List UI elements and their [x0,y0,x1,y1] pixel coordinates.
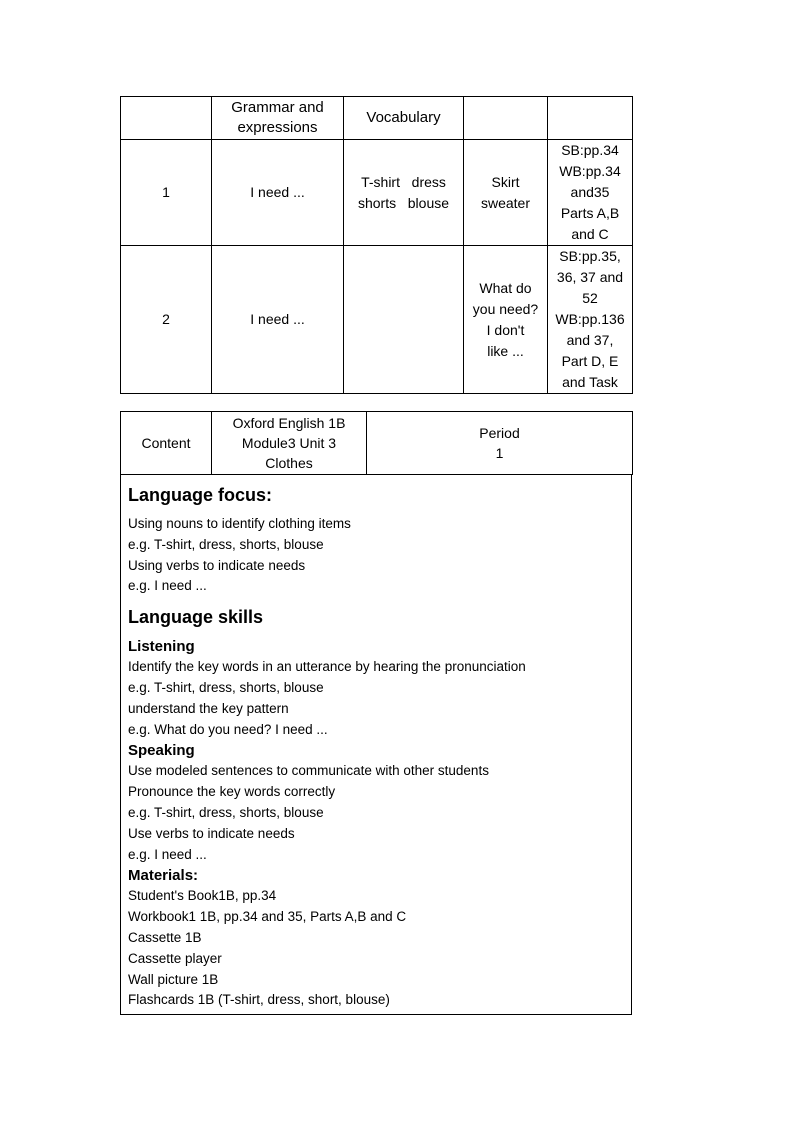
header-cell-number [121,97,212,140]
extra-line: Skirt [491,173,520,190]
reference-line: and 37, [566,332,614,348]
vocabulary-line: T-shirt dress [361,173,446,190]
list-item: Cassette 1B [128,929,202,945]
reference-line: 36, 37 and [556,269,624,285]
table-row [121,246,633,394]
extra-line: you need? [472,300,539,317]
list-item: Flashcards 1B (T-shirt, dress, short, blouse) [128,992,390,1008]
lesson-body [120,474,632,1015]
extra-line: like ... [487,342,524,359]
vocabulary-line: shorts blouse [357,194,450,211]
list-item: Use verbs to indicate needs [128,825,295,841]
row-number: 1 [121,140,212,246]
header-cell-vocabulary: Vocabulary [344,97,464,140]
list-item: e.g. I need ... [128,846,207,862]
reference-line: WB:pp.136 [555,311,625,327]
table-row [121,140,633,246]
content-header-row [121,412,633,475]
header-cell-references [548,97,633,140]
content-table [120,411,633,475]
language-focus-heading: Language focus: [128,485,273,505]
reference-line: SB:pp.34 [561,142,619,158]
list-item: Pronounce the key words correctly [128,784,336,800]
schedule-table [120,96,633,394]
list-item: Workbook1 1B, pp.34 and 35, Parts A,B and C [128,909,407,925]
reference-line: and35 [570,184,610,200]
header-cell-grammar: Grammar and expressions [212,97,344,140]
reference-line: Part D, E [561,353,619,369]
row-grammar: I need ... [212,246,344,394]
list-item: Identify the key words in an utterance by hearing the pronunciation [128,659,526,675]
row-references [548,246,633,394]
period-cell [367,412,633,475]
reference-line: and C [571,226,609,242]
extra-line: I don't [486,321,525,338]
header-cell-extra [464,97,548,140]
row-vocabulary [344,140,464,246]
list-item: Using nouns to identify clothing items [128,516,351,531]
list-item: Student's Book1B, pp.34 [128,888,277,904]
course-info [212,412,367,475]
list-item: Wall picture 1B [128,971,219,987]
list-item: understand the key pattern [128,700,289,716]
materials-heading: Materials: [128,867,199,885]
row-number: 2 [121,246,212,394]
period-label: Period [479,425,520,441]
list-item: Cassette player [128,950,222,966]
course-topic: Clothes [265,455,313,471]
list-item: e.g. T-shirt, dress, shorts, blouse [128,804,324,820]
row-extra [464,246,548,394]
extra-line: What do [479,279,532,296]
schedule-header-row [121,97,633,140]
reference-line: 52 [582,290,598,306]
content-label: Content [121,412,212,475]
reference-line: and Task [562,374,618,390]
list-item: e.g. What do you need? I need ... [128,721,328,737]
row-references [548,140,633,246]
reference-line: SB:pp.35, [559,248,621,264]
listening-heading: Listening [128,638,195,656]
row-extra [464,140,548,246]
language-skills-heading: Language skills [128,607,264,628]
row-vocabulary [344,246,464,394]
list-item: Use modeled sentences to communicate with other students [128,763,489,779]
list-item: e.g. T-shirt, dress, shorts, blouse [128,679,324,695]
course-title: Oxford English 1B [232,415,346,431]
speaking-heading: Speaking [128,742,195,760]
list-item: Using verbs to indicate needs [128,557,306,573]
reference-line: Parts A,B [560,205,620,221]
list-item: e.g. T-shirt, dress, shorts, blouse [128,536,324,552]
period-value: 1 [495,445,504,461]
row-grammar: I need ... [212,140,344,246]
reference-line: WB:pp.34 [559,163,621,179]
course-module: Module3 Unit 3 [241,435,337,451]
list-item: e.g. I need ... [128,578,207,594]
extra-line: sweater [480,194,531,211]
